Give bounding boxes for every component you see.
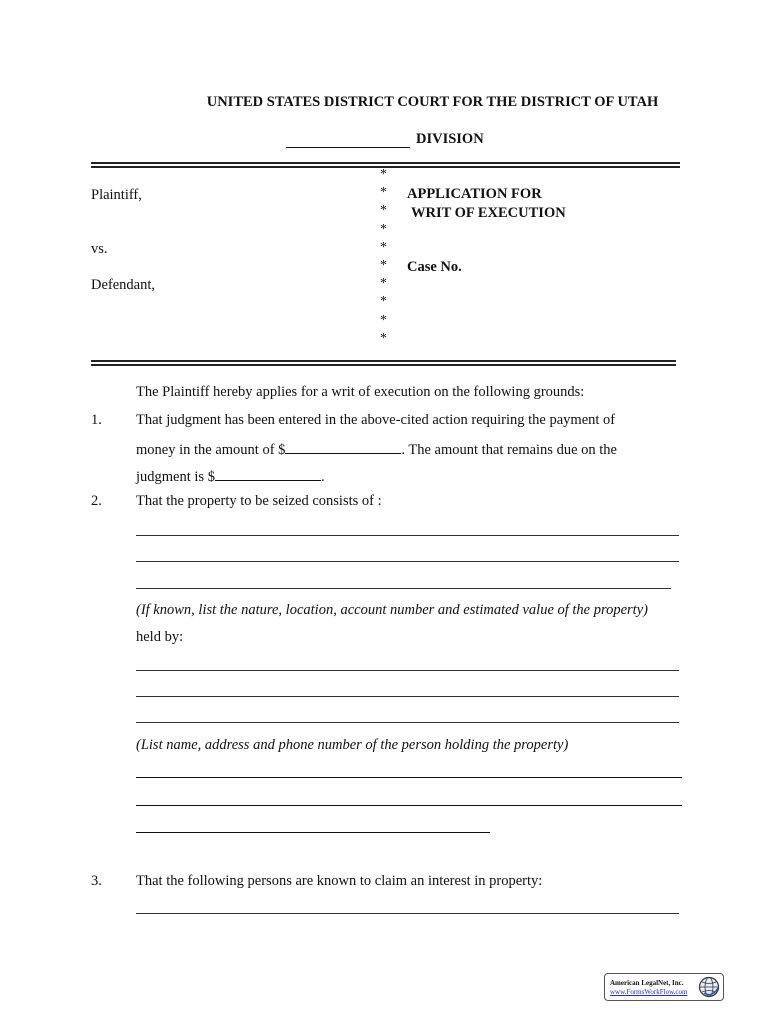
case-no-label: Case No.	[407, 259, 462, 275]
item1-line2	[136, 439, 617, 459]
court-title: UNITED STATES DISTRICT COURT FOR THE DISTRICT OF UTAH	[206, 94, 659, 110]
globe-icon	[698, 976, 720, 998]
caption-star: *	[380, 221, 387, 237]
item1-remaining-label: judgment is $	[136, 469, 215, 485]
caption-star: *	[380, 312, 387, 328]
caption-star: *	[380, 239, 387, 255]
logo-website-link[interactable]: www.FormsWorkFlow.com	[610, 988, 688, 996]
item3-number: 3.	[91, 873, 102, 889]
property-line[interactable]	[136, 588, 671, 589]
holder-line[interactable]	[136, 722, 679, 723]
holder-detail-line[interactable]	[136, 832, 490, 833]
division-label: DIVISION	[416, 131, 484, 147]
caption-star: *	[380, 167, 387, 182]
division-blank-field[interactable]	[286, 133, 410, 148]
caption-star: *	[380, 330, 387, 346]
holder-detail-line[interactable]	[136, 777, 682, 778]
holder-detail-line[interactable]	[136, 805, 682, 806]
property-instruction: (If known, list the nature, location, account number and estimated value of the property)	[136, 602, 648, 618]
item1-number: 1.	[91, 412, 102, 428]
item2-number: 2.	[91, 493, 102, 509]
intro-text: The Plaintiff hereby applies for a writ of execution on the following grounds:	[136, 384, 585, 400]
defendant-label: Defendant,	[91, 277, 156, 293]
judgment-amount-field[interactable]	[285, 439, 401, 454]
vs-label: vs.	[91, 241, 108, 257]
caption-star: *	[380, 203, 387, 219]
document-title	[407, 185, 566, 223]
remaining-amount-field[interactable]	[215, 466, 321, 481]
caption-bottom-rule	[91, 360, 676, 366]
publisher-logo[interactable]	[604, 973, 724, 1001]
caption-star: *	[380, 185, 387, 201]
caption-star: *	[380, 276, 387, 292]
caption-star-column	[380, 166, 387, 348]
holder-instruction: (List name, address and phone number of the person holding the property)	[136, 737, 569, 753]
division-line	[286, 131, 484, 148]
caption-star: *	[380, 258, 387, 274]
item1-remaining-text: . The amount that remains due on the	[401, 442, 617, 458]
item1-period: .	[320, 469, 325, 485]
caption-star: *	[380, 294, 387, 310]
property-line[interactable]	[136, 535, 679, 536]
holder-line[interactable]	[136, 696, 679, 697]
item1-line3	[136, 466, 325, 486]
claimant-line[interactable]	[136, 913, 679, 914]
property-line[interactable]	[136, 561, 679, 562]
holder-line[interactable]	[136, 670, 679, 671]
logo-company-name: American LegalNet, Inc.	[610, 979, 684, 987]
held-by-label: held by:	[136, 629, 184, 645]
plaintiff-label: Plaintiff,	[91, 187, 142, 203]
document-title-line1: APPLICATION FOR	[407, 186, 542, 202]
item1-line1: That judgment has been entered in the above-cited action requiring the payment of	[136, 412, 616, 428]
item2-text: That the property to be seized consists of :	[136, 493, 382, 509]
item3-text: That the following persons are known to claim an interest in property:	[136, 873, 543, 889]
item1-amount-label: money in the amount of $	[136, 442, 286, 458]
document-title-line2: WRIT OF EXECUTION	[411, 205, 566, 221]
